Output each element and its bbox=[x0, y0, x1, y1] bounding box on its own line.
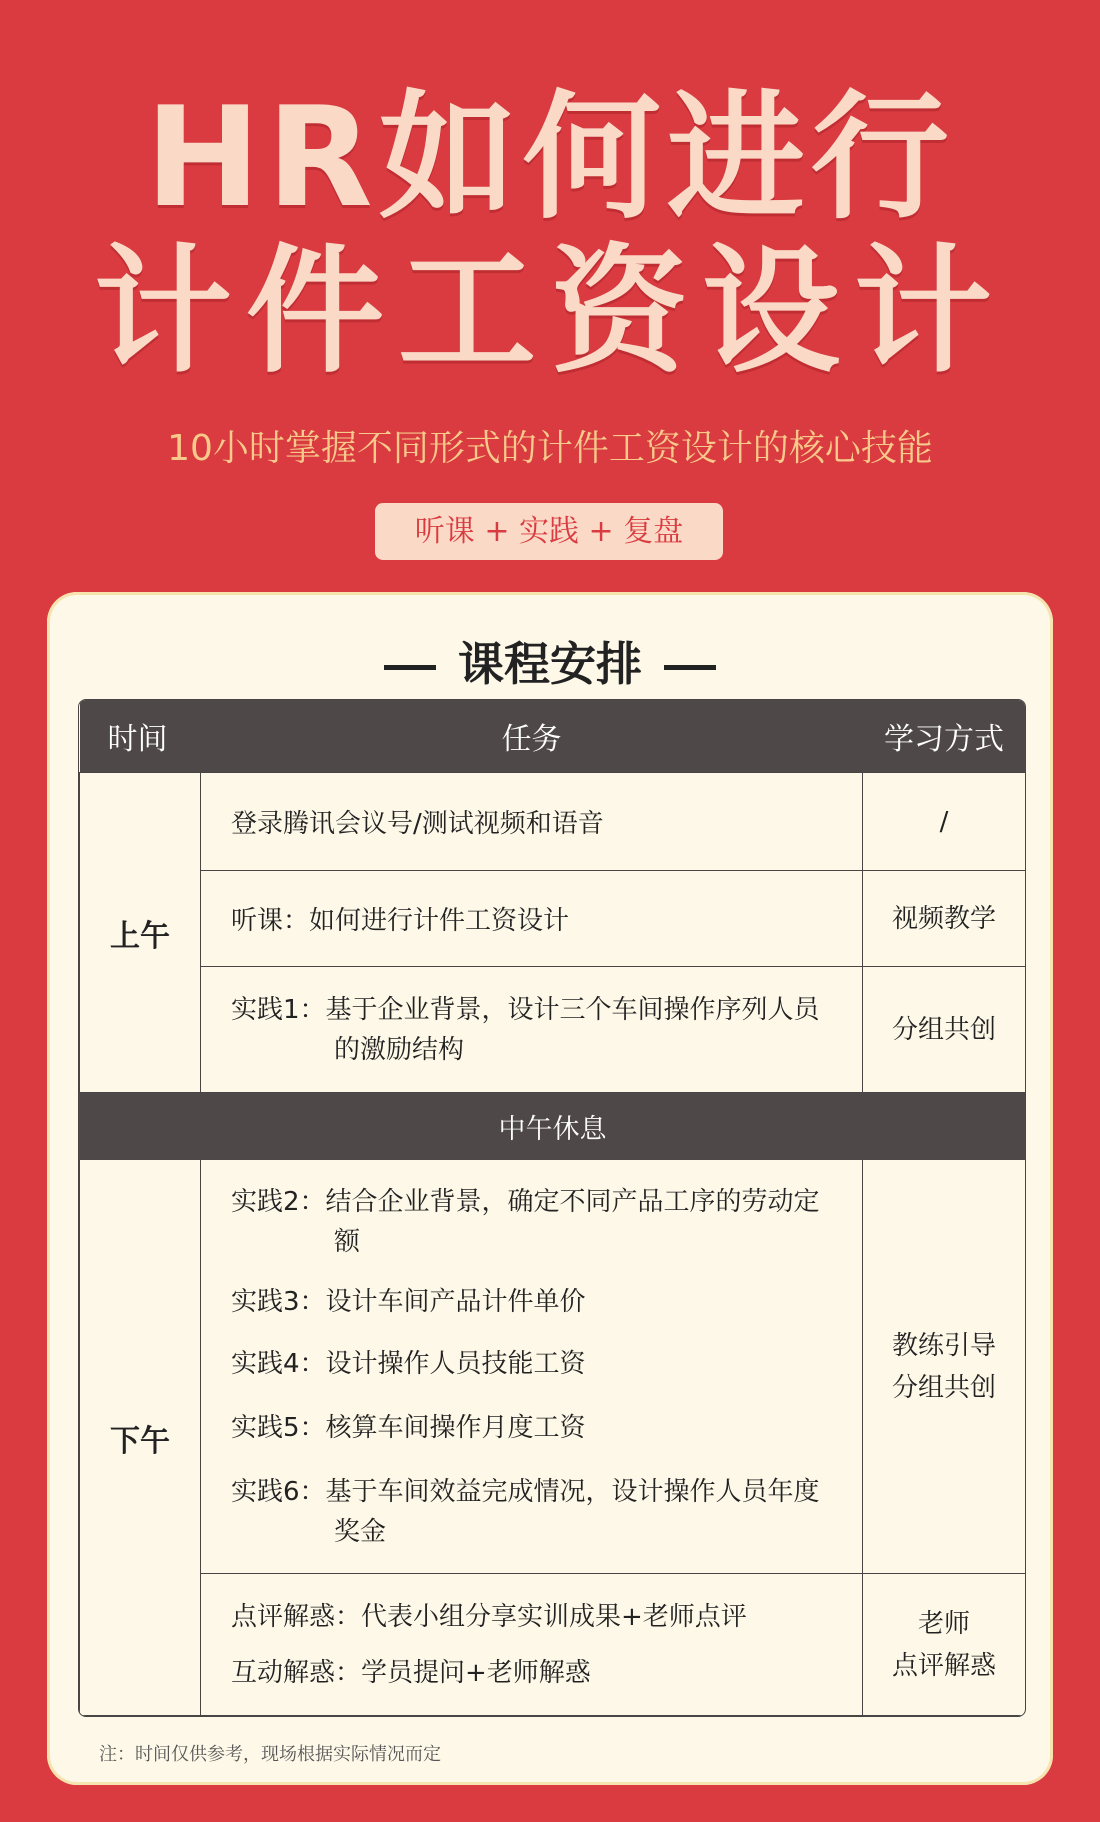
lunch-break-row bbox=[80, 1093, 1026, 1160]
method-cell: / bbox=[863, 773, 1026, 871]
subtitle: 10小时掌握不同形式的计件工资设计的核心技能 bbox=[167, 428, 933, 469]
method-cell: 分组共创 bbox=[863, 967, 1026, 1093]
table-row bbox=[80, 1160, 1026, 1574]
method-cell: 视频教学 bbox=[863, 871, 1026, 967]
task-cell: 听课：如何进行计件工资设计 bbox=[201, 871, 863, 967]
main-title-line1: HR如何进行 bbox=[145, 77, 955, 238]
practice-task: 实践4：设计操作人员技能工资 bbox=[231, 1348, 586, 1379]
method-line: 教练引导 bbox=[891, 1330, 996, 1361]
title-dash-right bbox=[664, 665, 716, 670]
method-line: 分组共创 bbox=[891, 1372, 996, 1403]
format-pill: 听课 + 实践 + 复盘 bbox=[375, 503, 723, 560]
review-method-cell bbox=[863, 1574, 1026, 1716]
schedule-title-text: 课程安排 bbox=[458, 637, 642, 691]
schedule-table bbox=[78, 699, 1026, 1717]
table-row bbox=[80, 967, 1026, 1093]
lunch-break-label: 中午休息 bbox=[80, 1093, 1026, 1160]
period-afternoon: 下午 bbox=[80, 1160, 201, 1716]
table-row bbox=[80, 871, 1026, 967]
task-text: 实践1：基于企业背景，设计三个车间操作序列人员的激励结构 bbox=[231, 994, 820, 1065]
period-morning: 上午 bbox=[80, 773, 201, 1093]
practice-task: 实践2：结合企业背景，确定不同产品工序的劳动定额 bbox=[231, 1186, 820, 1257]
task-cell bbox=[201, 967, 863, 1093]
practice-method-cell bbox=[863, 1160, 1026, 1574]
table-header-row bbox=[80, 700, 1026, 773]
practice-task-cell bbox=[201, 1160, 863, 1574]
practice-task: 实践6：基于车间效益完成情况，设计操作人员年度奖金 bbox=[231, 1476, 820, 1547]
review-task-cell bbox=[201, 1574, 863, 1716]
title-dash-left bbox=[384, 665, 436, 670]
table-row bbox=[80, 1574, 1026, 1716]
method-line: 点评解惑 bbox=[891, 1650, 996, 1681]
col-header-time: 时间 bbox=[80, 700, 201, 773]
review-task: 点评解惑：代表小组分享实训成果+老师点评 bbox=[231, 1601, 747, 1632]
schedule-title bbox=[47, 634, 1053, 694]
main-title-line2: 计件工资设计 bbox=[93, 231, 1006, 392]
schedule-card bbox=[47, 592, 1053, 1785]
practice-task: 实践5：核算车间操作月度工资 bbox=[231, 1412, 586, 1443]
review-task: 互动解惑：学员提问+老师解惑 bbox=[231, 1657, 591, 1688]
col-header-method: 学习方式 bbox=[863, 700, 1026, 773]
table-row bbox=[80, 773, 1026, 871]
method-line: 老师 bbox=[917, 1608, 970, 1639]
practice-task: 实践3：设计车间产品计件单价 bbox=[231, 1286, 586, 1317]
task-cell: 登录腾讯会议号/测试视频和语音 bbox=[201, 773, 863, 871]
footnote: 注：时间仅供参考，现场根据实际情况而定 bbox=[99, 1744, 441, 1765]
col-header-task: 任务 bbox=[201, 700, 863, 773]
